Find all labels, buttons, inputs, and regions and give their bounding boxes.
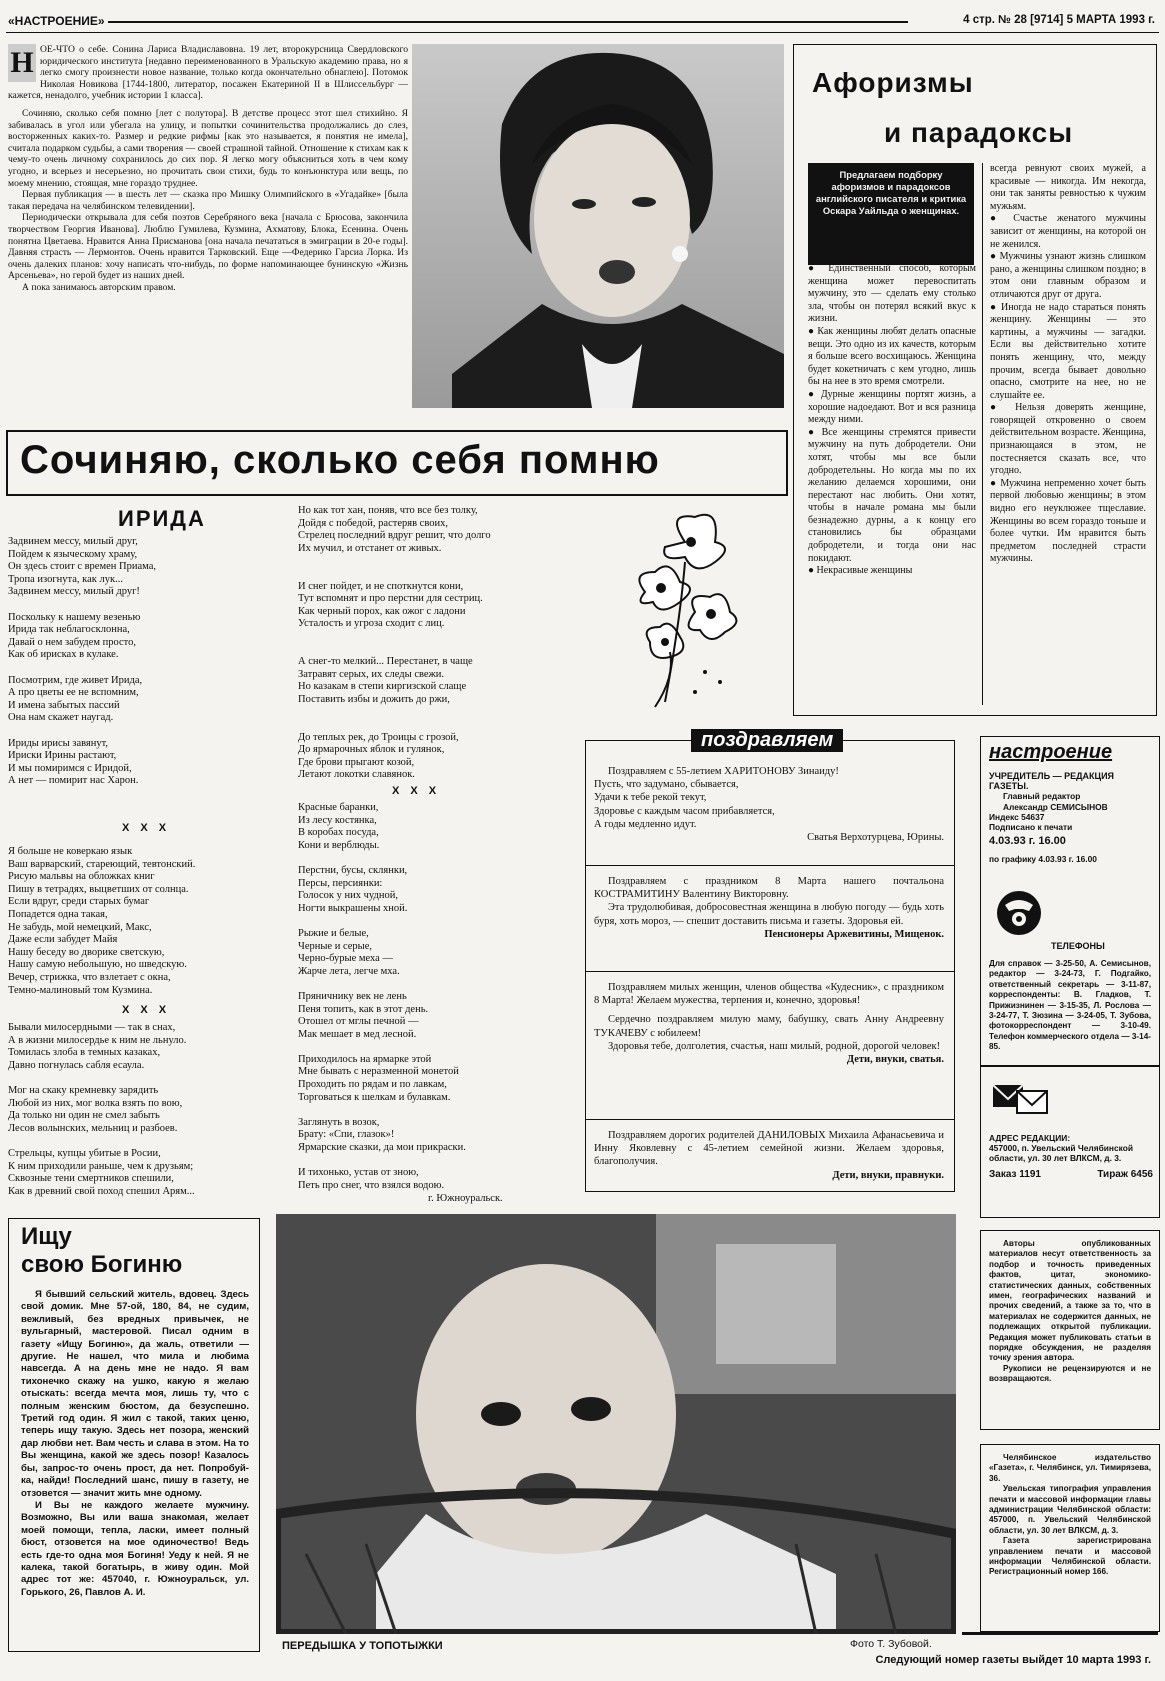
circulation: Тираж 6456 — [1097, 1168, 1153, 1180]
masthead-index: Индекс 54637 — [989, 811, 1045, 822]
congrats-signature: Дети, внуки, правнуки. — [832, 1169, 944, 1181]
personal-ad-paragraph-1: Я бывший сельский житель, вдовец. Здесь свой домик. Мне 57-ой, 180, 84, не судим, вежливый, без вредных привычек, не вульгарный, мастеровой. Писал одним в газету «Ищу Богиню», да жаль, ответили — другие. Не нашел, что мила и любима навсегда. А на день мне не надо. Я вам тихонечко скажу на ушко, какую я желаю отыскать: всегда мечта моя, лишь ту, что с полным женским бюстом, да безуспешно. Третий год один. Я жил с такой, таких ценю, теперь ищу такую. Здесь нет позора, женский дар любви нет. Вам честь и слава в этом. На то Вы женщина, какой же здесь позор! Казалось бы, запрос-то очень прост, да нет. Попробуй-ка, найди! Последний шанс, пишу в газету, не отзовется — значит жить мне одному. — [21, 1289, 249, 1499]
congrats-signature: Сватья Верхотурцева, Юрины. — [807, 832, 944, 844]
masthead-logo: настроение — [989, 741, 1113, 763]
intro-paragraph-4: А пока занимаюсь авторским правом. — [22, 281, 176, 293]
intro-paragraph-2: Первая публикация — в шесть лет — сказка про Мишку Олимпийского в «Угадайке» [была такая передача на челябинском телевидении]. — [8, 189, 408, 212]
poem-separator-2: Х Х Х — [122, 1004, 167, 1016]
aphorism-item: ● Все женщины стремятся привести мужчину на путь добродетели. Они хотят, чтобы мы все были добродетельны. Но когда мы по их желанию делаемся хорошими, они перестают нас любить. Они хотят, чтобы в начале романа мы были безнадежно дурны, а к концу его становились бы образцами добродетели, и тогда они нас покидают. — [808, 427, 976, 566]
main-title-box — [6, 430, 788, 496]
aphorisms-title-1: Афоризмы — [812, 67, 974, 98]
telephone-icon — [991, 887, 1047, 935]
photo-credit: Фото Т. Зубовой. — [850, 1638, 932, 1650]
aphorism-item: ● Нельзя доверять женщине, говорящей откровенно о своем действительном возрасте. Женщина, признающаяся в этом, не постесняется сказать все, что угодно. — [990, 402, 1146, 478]
aphorisms-col-1 — [808, 263, 976, 578]
masthead-date: 4.03.93 г. 16.00 — [989, 835, 1066, 848]
congrats-intro: Поздравляем с праздником 8 Марта нашего почтальона КОСТРАМИТИНУ Валентину Викторовну. — [594, 876, 944, 901]
poem-place: г. Южноуральск. — [428, 1193, 503, 1204]
order-number: Заказ 1191 — [989, 1168, 1041, 1180]
poem-title: ИРИДА — [118, 506, 206, 531]
poem-column-1c: Бывали милосердными — так в снах, А в жизни милосердье к ним не льнуло. Томилась злоба в темных казаках, Давно погнулась сабля есаула. Мог на скаку кремневку зарядить Любой из них, мог волка взять по вою, Да только ни один не смел забыть Лесов волынских, мельниц и разбоев. Стрельцы, купцы убитые в Росии, К ним приходили раньше, чем к друзьям; Сквозные тени смертников спешили, Как в древний свой поход спешил Арям... — [8, 1022, 195, 1197]
masthead-box — [980, 736, 1160, 1218]
poem-column-1b: Я больше не коверкаю язык Ваш варварский, стареющий, тевтонский. Рисую мальвы на обложках книг Пишу в тетрадях, выцветших от солнца. Если вдруг, среди старых бумаг Попадется одна такая, Не забудь, мой немецкий, Макс, Даже если забудет Майя Нашу беседу во дворике светскую, Нашу самую небольшую, но шведскую. Вечер, стрижка, что взлетает с окна, Темно-малиновый том Кузмина. — [8, 846, 196, 996]
aphorisms-lead: Предлагаем подборку афоризмов и парадоксов английского писателя и критика Оскара Уайльда о женщинах. — [808, 163, 974, 265]
masthead-editor-label: Главный редактор — [1003, 791, 1081, 802]
aphorism-item: ● Счастье женатого мужчины зависит от женщины, на которой он не женился. — [990, 213, 1146, 251]
header-issue: 4 стр. № 28 [9714] 5 МАРТА 1993 г. — [963, 14, 1155, 26]
aphorism-item: ● Дурные женщины портят жизнь, а хорошие надоедают. Вот и вся разница между ними. — [808, 389, 976, 427]
main-title: Сочиняю, сколько себя помню — [20, 438, 660, 482]
congrats-text: Поздравляем милых женщин, членов общества «Кудесник», с праздником 8 Марта! Желаем мужества, терпения и, конечно, здоровья! — [594, 982, 944, 1007]
registration-info: Газета зарегистрирована управлением печати и массовой информации Челябинской области. Регистрационный номер 166. — [989, 1536, 1151, 1577]
aphorism-item: ● Как женщины любят делать опасные вещи. Это одно из их качеств, которым я больше всего восхищаюсь. Женщина будет кокетничать с кем угодно, лишь бы на нее в это время смотрели. — [808, 326, 976, 389]
header-section: «НАСТРОЕНИЕ» — [8, 14, 105, 28]
congrats-block-5 — [594, 1129, 944, 1182]
mail-icon — [991, 1077, 1051, 1117]
masthead-info — [989, 771, 1153, 865]
footer-rule — [962, 1632, 1158, 1635]
congrats-box — [585, 729, 955, 1192]
masthead-divider — [981, 1065, 1159, 1067]
poem-column-2: Но как тот хан, поняв, что все без толку, Дойдя с победой, растеряв своих, Стрелец последний вдруг решит, что долго Их мучил, и отстанет от живых. И снег пойдет, и не споткнутся кони, Тут вспомнят и про перстни для сестриц. Как черный порох, как ожог с ладони Усталость и угроза сходит с лиц. А снег-то мелкий... Перестанет, в чаще Затравят серых, их следы свежи. Но казакам в степи киргизской слаще Поставить избы и дожить до ржи, До теплых рек, до Троицы с грозой, До ярмарочных яблок и гулянок, Где брови прыгают козой, Летают локотки славянок. — [298, 505, 491, 781]
congrats-signature: Пенсионеры Аржевитины, Мищенок. — [764, 928, 944, 940]
disclaimer-manuscripts: Рукописи не рецензируются и не возвращаются. — [989, 1363, 1151, 1384]
portrait-figure — [412, 44, 784, 408]
aphorism-item: ● Иногда не надо стараться понять женщину. Женщины — это картины, а мужчины — загадки. Если вы действительно хотите понять женщину, что, между прочим, всегда бывает довольно опасно, смотрите на нее, но не слушайте ее. — [990, 302, 1146, 403]
printer-name: Увельская типография управления печати и массовой информации главы администрации Челябинской области: 457000, п. Увельский Челябинской области, ул. 30 лет ВЛКСМ, д. 3. — [989, 1484, 1151, 1535]
congrats-text: Поздравляем дорогих родителей ДАНИЛОВЫХ Михаила Афанасьевича и Инну Яковлевну с 45-летием семейной жизни. Желаем здоровья, благополучия. — [594, 1130, 944, 1168]
intro-column — [8, 44, 408, 293]
personal-ad-title-2: свою Богиню — [21, 1251, 183, 1278]
poem-column-2b: Красные баранки, Из лесу костянка, В коробах посуда, Кони и верблюды. Перстни, бусы, склянки, Персы, персиянки: Голосок у них чудной, Ногти выкрашены хной. Рыжие и белые, Черные и серые, Черно-бурые меха — Жарче лета, легче мха. Пряничнику век не лень Пеня топить, как в этот день. Отошел от мглы печной — Мак мешает в мед лесной. Приходилось на ярмарке этой Мне бывать с неразменной монетой Проходить по рядам и по лавкам, Торговаться к шелкам и булавкам. Заглянуть в возок, Брату: «Спи, глазок»! Ярмарские сказки, да мои прикраски. И тихонько, устав от зною, Петь про снег, что взялся водою. — [298, 802, 466, 1191]
intro-paragraph-1: Сочиняю, сколько себя помню [лет с полутора]. В детстве процесс этот шел стихийно. Я забивалась в угол или убегала на улицу, и попытки сочинительства продолжались до слез, восторженных каких-то. Размер и редкие рифмы [как это называется, я понятия не имела], считала подарком судьбы, а сами творения — своей страшной тайной. Отношение к стихам как к чему-то очень личному сохранилось до сих пор. Я легко могу объясниться хоть в чем кому угодно, и всерьез и несерьезно, но прочитать свои стихи, будь то конъюнктура или вещь, по моему мнению, стоящая, мне гораздо труднее. — [8, 107, 408, 189]
flower-drawing — [625, 502, 755, 712]
aphorisms-divider — [982, 163, 983, 705]
masthead-signed: Подписано к печати — [989, 822, 1073, 833]
aphorism-item: ● Мужчины узнают жизнь слишком рано, а женщины слишком поздно; в этом они главным образом и отличаются друг от друга. — [990, 251, 1146, 301]
publisher-box — [980, 1444, 1160, 1632]
aphorism-item: ● Единственный способ, которым женщина может перевоспитать мужчину, это — сделать ему столько зла, чтобы он потерял всякий вкус к жизни. — [808, 263, 976, 326]
address-title: АДРЕС РЕДАКЦИИ: — [989, 1133, 1071, 1143]
congrats-divider — [586, 971, 954, 972]
congrats-intro: Сердечно поздравляем милую маму, бабушку, свать Анну Андреевну ТУКАЧЕВУ с юбилеем! — [594, 1014, 944, 1039]
baby-photo — [276, 1214, 956, 1634]
aphorisms-col-2 — [990, 163, 1146, 566]
baby-figure — [276, 1214, 956, 1634]
congrats-block-3 — [594, 981, 944, 1066]
header-rule — [108, 21, 908, 23]
poem-column-1: Задвинем мессу, милый друг, Пойдем к языческому храму, Он здесь стоит с времен Приама, Тропа изогнута, как лук... Задвинем мессу, милый друг! Поскольку к нашему везенью Ирида так неблагосклонна, Давай о нем забудем просто, Как об ирисках в кулаке. Посмотрим, где живет Ирида, А про цветы ее не вспомним, И имена забытых пассий Она нам скажет наугад. Ириды ирисы завянут, Ириски Ирины растают, И мы помиримся с Иридой, А нет — помирит нас Харон. — [8, 536, 156, 787]
congrats-block-1 — [594, 765, 944, 844]
congrats-banner: поздравляем — [691, 729, 843, 752]
congrats-text: Здоровья тебе, долголетия, счастья, наш милый, родной, дорогой человек! — [608, 1040, 941, 1052]
disclaimer-text — [989, 1239, 1151, 1385]
masthead-graph: по графику 4.03.93 г. 16.00 — [989, 854, 1097, 865]
disclaimer-authors: Авторы опубликованных материалов несут ответственность за подбор и точность приведенных фактов, цитат, экономико-статистических данных, собственных имен, географических названий и прочих сведений, а также за то, что в материалах не содержится данных, не подлежащих открытой публикации. Редакция может публиковать статьи в порядке обсуждения, не разделяя точку зрения автора. — [989, 1239, 1151, 1363]
masthead-founder: УЧРЕДИТЕЛЬ — РЕДАКЦИЯ ГАЗЕТЫ. — [989, 771, 1115, 792]
personal-ad-box — [8, 1218, 260, 1652]
masthead-editor: Александр СЕМИСЫНОВ — [1003, 801, 1108, 812]
publisher-name: Челябинское издательство «Газета», г. Челябинск, ул. Тимирязева, 36. — [989, 1453, 1151, 1483]
intro-paragraph-3: Периодически открывала для себя поэтов Серебряного века [начала с Брюсова, закончила творчеством Георгия Иванова]. Люблю Гумилева, Кузмина, Ахматову, Блока, Есенина. Очень понятна Цветаева. Нравится Анна Присманова [она начала печататься в эмиграции в 20-е годы]. Давняя страсть — Лермонтов. Очень нравится Тарковский. Еще —Федерико Гарсиа Лорка. Из очень далеких планов: хочу написать что-нибудь, по форме напоминающее бунинскую «Жизнь Арсеньева», но герой будет из наших дней. — [8, 212, 408, 282]
publisher-text — [989, 1453, 1151, 1578]
address-text: 457000, п. Увельский Челябинской области, ул. 30 лет ВЛКСМ, д. 3. — [989, 1143, 1133, 1164]
photo-caption: ПЕРЕДЫШКА У ТОПОТЫЖКИ — [282, 1640, 443, 1652]
congrats-block-2 — [594, 875, 944, 941]
aphorisms-box — [793, 44, 1157, 716]
personal-ad-title-1: Ищу — [21, 1223, 72, 1250]
disclaimer-box — [980, 1230, 1160, 1430]
aphorism-item: ● Мужчина непременно хочет быть первой любовью женщины; в этом видно его неуклюжее тщеславие. Женщины во всем гораздо тоньше и более чутки. Им нравится быть предметом последней страсти мужчины. — [990, 478, 1146, 566]
personal-ad-paragraph-2: И Вы не каждого желаете мужчину. Возможно, Вы или ваша знакомая, желает моей помощи, тепла, ласки, имеет полный бюст, отзовется на мое одиночество! Ведь есть где-то одна моя Богиня! Уеду к ней. Я не калека, такой богатырь, в живу один. Мой адрес тот же: 457040, г. Южноуральск, ул. Горького, 26, Павлов А. И. — [21, 1499, 249, 1598]
poem-separator: Х Х Х — [122, 822, 167, 834]
footer-next-issue: Следующий номер газеты выйдет 10 марта 1993 г. — [875, 1654, 1151, 1666]
congrats-signature: Дети, внуки, сватья. — [846, 1054, 944, 1066]
header-rule-bottom — [6, 32, 1159, 33]
address-block — [989, 1133, 1153, 1180]
congrats-divider — [586, 865, 954, 866]
congrats-text: Эта трудолюбивая, добросовестная женщина в любую погоду — будь хоть буря, хоть мороз, — спешит доставить письма и газеты. Здоровья ей. — [594, 902, 944, 927]
congrats-verse: Пусть, что задумано, сбывается, Удачи к тебе рекой текут, Здоровье с каждым часом прибавляется, А годы медленно идут. — [594, 779, 775, 830]
poem-separator-3: Х Х Х — [392, 785, 437, 797]
portrait-photo — [412, 44, 784, 408]
congrats-divider — [586, 1119, 954, 1120]
aphorisms-title-2: и парадоксы — [884, 117, 1074, 148]
drop-cap: Н — [8, 44, 36, 82]
phones-title: ТЕЛЕФОНЫ — [1051, 941, 1105, 951]
intro-bio: ОЕ-ЧТО о себе. Сонина Лариса Владиславовна. 19 лет, второкурсница Свердловского юридического института [недавно переименованного в Уральскую академию права, но я легко смогу произнести новое название, только когда окончательно обнаглею]. Потомок Николая Новикова [1744-1800, литератор, посажен Екатериной II в Шлиссельбург — кажется, ненадолго, учебник истории 1 класса]. — [8, 44, 408, 102]
aphorism-item: ● Некрасивые женщины — [808, 565, 976, 578]
congrats-intro: Поздравляем с 55-летием ХАРИТОНОВУ Зинаиду! — [608, 766, 839, 777]
personal-ad-text — [21, 1289, 249, 1599]
phones-list: Для справок — 3-25-50, А. Семисынов, редактор — 3-24-73, Г. Подгайко, ответственный секретарь — 3-11-87, корреспонденты: В. Гладков, Т. Прижизнинен — 3-15-35, Л. Рослова — 3-24-77, Т. Зюзина — 3-24-05, Т. Зубова, фотокорреспондент — 3-10-49. Телефон коммерческого отдела — 3-14-85. — [989, 959, 1151, 1052]
aphorism-item: всегда ревнуют своих мужей, а красивые — никогда. Им некогда, они так заняты ревностью к чужим мужьям. — [990, 163, 1146, 212]
